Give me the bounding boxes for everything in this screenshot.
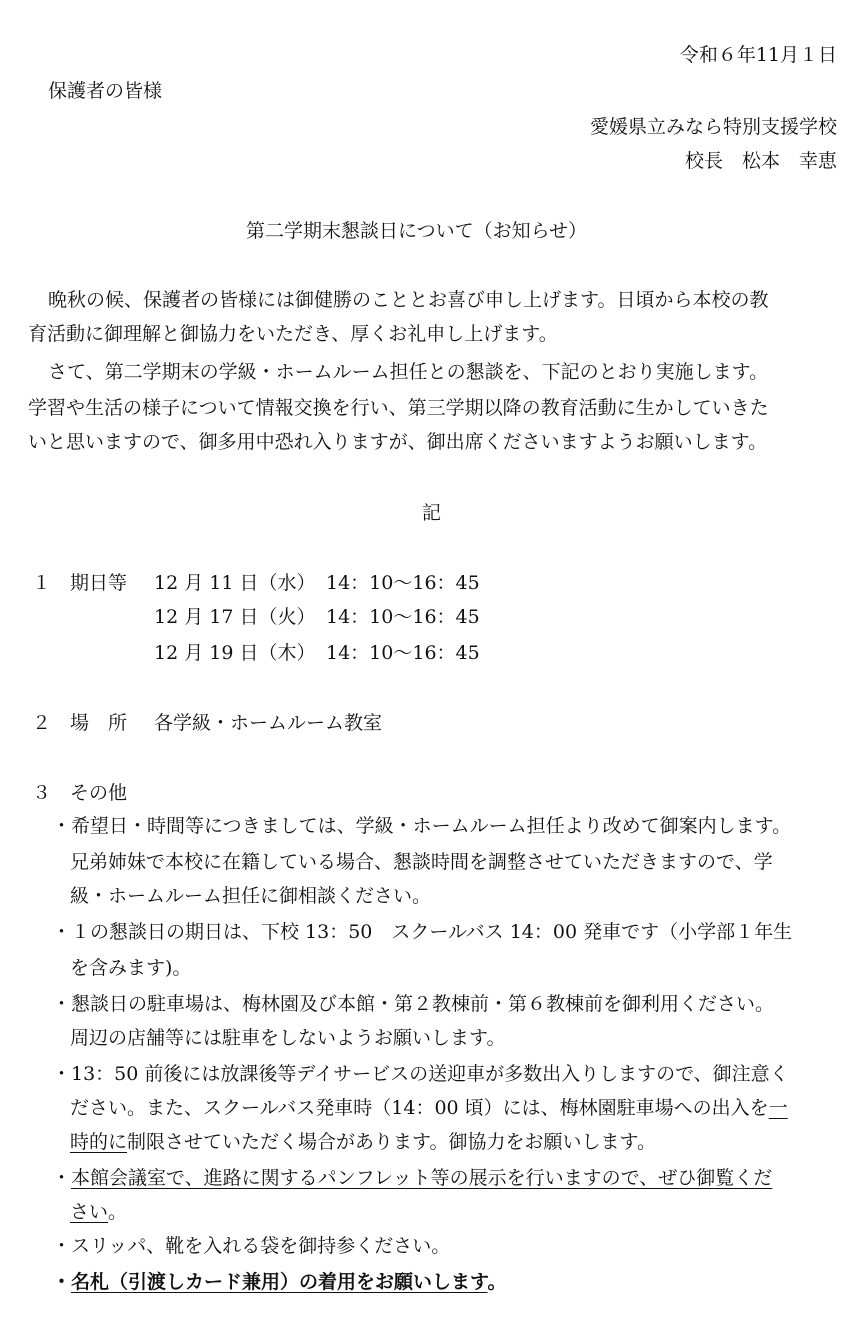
note4-line2-text: ださい。また、スクールバス発車時（14：00 頃）には、梅林園駐車場への出入を <box>70 1097 769 1119</box>
body-p2-line2: 学習や生活の様子について情報交換を行い、第三学期以降の教育活動に生かしていきた <box>28 397 769 419</box>
note5-line2-text: 。 <box>108 1201 128 1223</box>
item3-label: その他 <box>70 782 128 804</box>
schedule-date-2: 12 月 17 日（火） <box>154 606 316 628</box>
schedule-date-1: 12 月 11 日（水） <box>154 572 316 594</box>
note7-bullet: ・ <box>52 1271 72 1293</box>
note1-line3: 級・ホームルーム担任に御相談ください。 <box>70 885 432 907</box>
note4-line3-underlined: 時的に <box>70 1131 128 1153</box>
note4-line3-text: 制限させていただく場合があります。御協力をお願いします。 <box>127 1131 656 1153</box>
body-p2-line1: さて、第二学期末の学級・ホームルーム担任との懇談を、下記のとおり実施します。 <box>48 361 769 383</box>
note4-line2-underlined: 一 <box>768 1097 788 1119</box>
item2-number: ２ <box>32 712 52 734</box>
item1-number: １ <box>32 572 52 594</box>
ki-heading: 記 <box>422 502 442 524</box>
note5-line1 <box>52 1160 772 1196</box>
sender-school: 愛媛県立みなら特別支援学校 <box>589 116 837 138</box>
item2-label: 場 所 <box>70 712 128 734</box>
schedule-date-3: 12 月 19 日（木） <box>154 642 316 664</box>
note4-line1: ・13：50 前後には放課後等デイサービスの送迎車が多数出入りしますので、御注意く <box>52 1063 789 1085</box>
note5-line2 <box>70 1194 127 1230</box>
note1-line1: ・希望日・時間等につきましては、学級・ホームルーム担任より改めて御案内します。 <box>52 815 792 837</box>
sender-principal: 校長 松本 幸恵 <box>684 150 837 172</box>
note3-line2: 周辺の店舗等には駐車をしないようお願いします。 <box>70 1027 506 1049</box>
document-date: 令和６年11月１日 <box>679 44 837 66</box>
note4-line2 <box>70 1090 788 1126</box>
item1-label: 期日等 <box>70 572 128 594</box>
note7-line1-underlined: 名札（引渡しカード兼用）の着用をお願いします <box>71 1271 488 1293</box>
item3-number: ３ <box>32 782 52 804</box>
item2-value: 各学級・ホームルーム教室 <box>154 712 383 734</box>
note5-line2-underlined: さい <box>70 1201 109 1223</box>
note7-line1: ・名札（引渡しカード兼用）の着用をお願いします。 <box>52 1271 507 1293</box>
note5-line1-underlined: 本館会議室で、進路に関するパンフレット等の展示を行いますので、ぜひ御覧くだ <box>71 1167 773 1189</box>
schedule-time-2: 14：10～16：45 <box>326 606 480 628</box>
recipient: 保護者の皆様 <box>48 80 163 102</box>
body-p1-line2: 育活動に御理解と御協力をいただき、厚くお礼申し上げます。 <box>28 323 558 345</box>
note2-line1: ・１の懇談日の期日は、下校 13：50 スクールバス 14：00 発車です（小学部１年生 <box>52 921 793 943</box>
schedule-time-1: 14：10～16：45 <box>326 572 480 594</box>
note3-line1: ・懇談日の駐車場は、梅林園及び本館・第２教棟前・第６教棟前を御利用ください。 <box>52 993 775 1015</box>
note5-bullet: ・ <box>52 1167 72 1189</box>
body-p1-line1: 晩秋の候、保護者の皆様には御健勝のこととお喜び申し上げます。日頃から本校の教 <box>48 289 769 311</box>
note1-line2: 兄弟姉妹で本校に在籍している場合、懇談時間を調整させていただきますので、学 <box>70 851 773 873</box>
note4-line3 <box>70 1124 656 1160</box>
document-title: 第二学期末懇談日について（お知らせ） <box>246 220 588 242</box>
body-p2-line3: いと思いますので、御多用中恐れ入りますが、御出席くださいますようお願いします。 <box>28 431 768 453</box>
note2-line2: を含みます)。 <box>70 957 192 979</box>
note6-line1: ・スリッパ、靴を入れる袋を御持参ください。 <box>52 1235 451 1257</box>
schedule-time-3: 14：10～16：45 <box>326 642 480 664</box>
